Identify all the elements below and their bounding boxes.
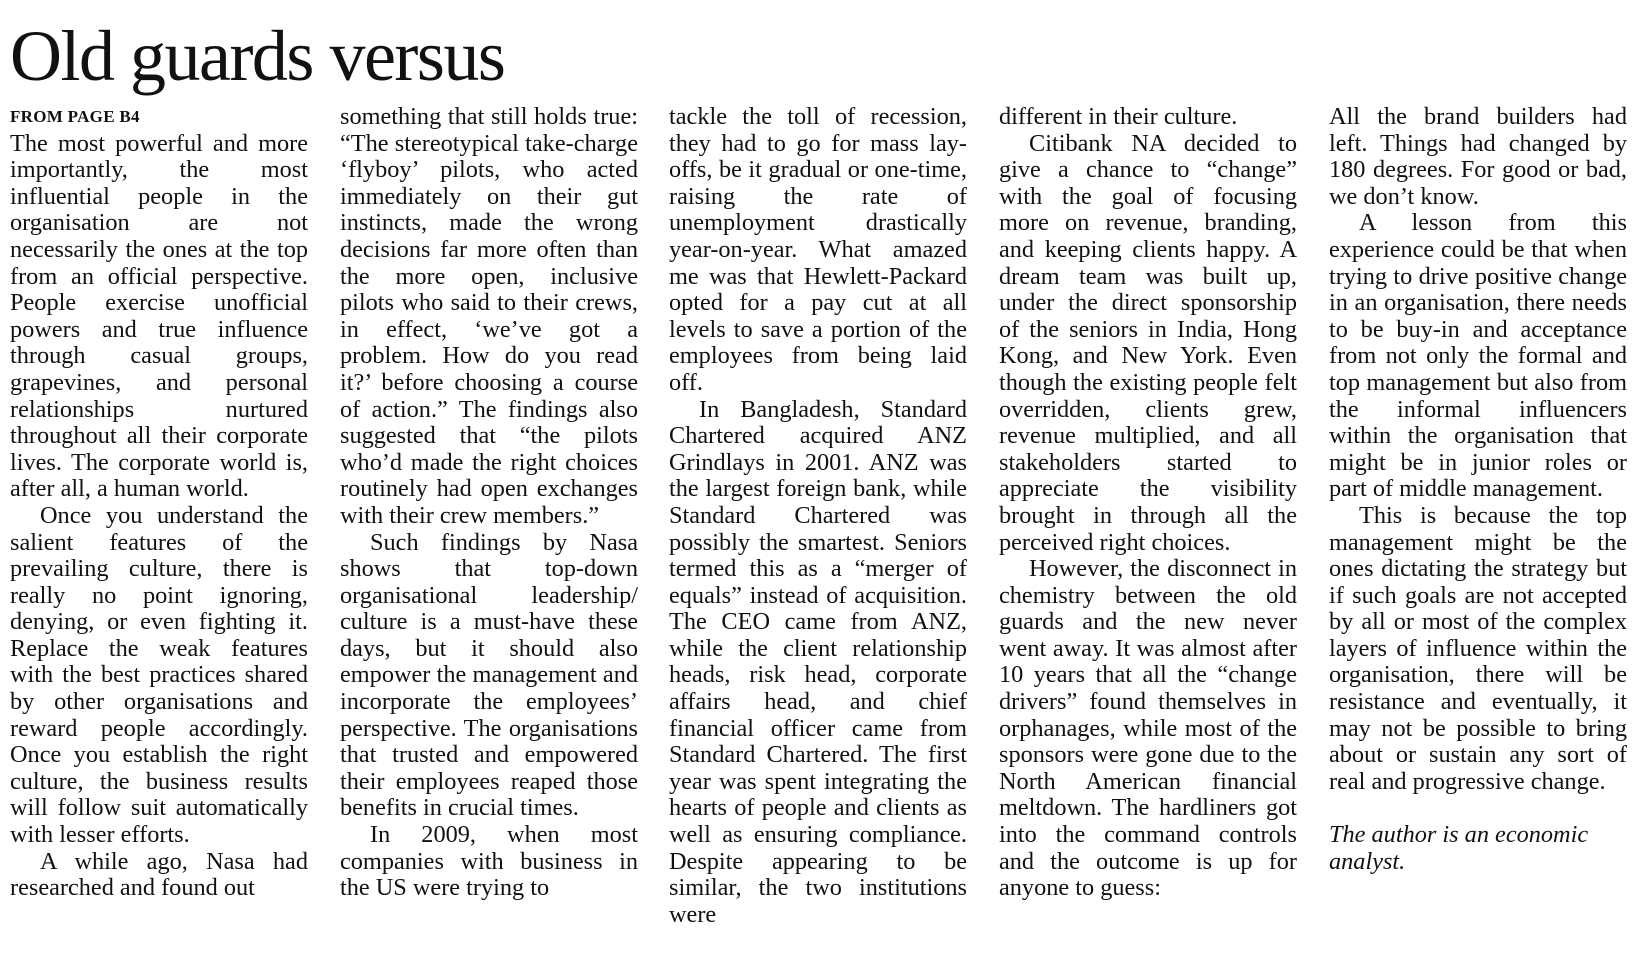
paragraph: However, the disconnect in chemistry between the old guards and the new never went away. It was almost after 10 years that all the “change drivers” found themselves in orphanages, while most of the sponsors were gone due to the North American financial meltdown. The hardliners got into the command controls and the outcome is up for anyone to guess: <box>999 555 1297 902</box>
headline: Old guards versus <box>10 16 505 96</box>
author-note: The author is an economic analyst. <box>1329 821 1589 875</box>
article-body <box>10 104 1627 954</box>
column-4 <box>999 104 1297 954</box>
column-2 <box>340 104 638 954</box>
paragraph: tackle the toll of recession, they had to go for mass lay-offs, be it gradual or one-time, raising the rate of unemployment drastically year-on-year. What amazed me was that Hewlett-Packard opted for a pay cut at all levels to save a portion of the employees from being laid off. <box>669 104 967 396</box>
paragraph: This is because the top management might be the ones dictating the strategy but if such goals are not accepted by all or most of the complex layers of influence within the organisation, there will be resistance and eventually, it may not be possible to bring about or sustain any sort of real and progressive change. <box>1329 501 1627 795</box>
continued-from-label: FROM PAGE B4 <box>10 107 140 126</box>
newspaper-page <box>10 0 1627 964</box>
paragraph: A while ago, Nasa had researched and found out <box>10 847 308 902</box>
paragraph: The most powerful and more importantly, the most influential people in the organisation are not necessarily the ones at the top from an official perspective. People exercise unofficial powers and true influence through casual groups, grapevines, and personal relationships nurtured throughout all their corporate lives. The corporate world is, after all, a human world. <box>10 129 308 503</box>
column-1 <box>10 104 308 954</box>
column-5 <box>1329 104 1627 954</box>
paragraph: Citibank NA decided to give a chance to “change” with the goal of focusing more on revenue, branding, and keeping clients happy. A dream team was built up, under the direct sponsorship of the seniors in India, Hong Kong, and New York. Even though the existing people felt overridden, clients grew, revenue multiplied, and all stakeholders started to appreciate the visibility brought in through all the perceived right choices. <box>999 129 1297 556</box>
paragraph: In 2009, when most companies with business in the US were trying to <box>340 821 638 902</box>
paragraph: A lesson from this experience could be that when trying to drive positive change in an organisation, there needs to be buy-in and acceptance from not only the formal and top management but also from the informal influencers within the organisation that might be in junior roles or part of middle management. <box>1329 209 1627 503</box>
paragraph: In Bangladesh, Standard Chartered acquired ANZ Grindlays in 2001. ANZ was the largest foreign bank, while Standard Chartered was possibly the smartest. Seniors termed this as a “merger of equals” instead of acquisition. The CEO came from ANZ, while the client relationship heads, risk head, corporate affairs head, and chief financial officer came from Standard Chartered. The first year was spent integrating the hearts of people and clients as well as ensuring compliance. Despite appearing to be similar, the two institutions were <box>669 395 967 928</box>
paragraph: Once you understand the salient features of the prevailing culture, there is really no point ignoring, denying, or even fighting it. Replace the weak features with the best practices shared by other organisations and reward people accordingly. Once you establish the right culture, the business results will follow suit automatically with lesser efforts. <box>10 501 308 849</box>
paragraph: different in their culture. <box>999 104 1238 130</box>
column-3 <box>669 104 967 954</box>
paragraph: All the brand builders had left. Things had changed by 180 degrees. For good or bad, we don’t know. <box>1329 104 1627 210</box>
paragraph: something that still holds true: “The stereotypical take-charge ‘flyboy’ pilots, who acted immediately on their gut instincts, made the wrong decisions far more often than the more open, inclusive pilots who said to their crews, in effect, ‘we’ve got a problem. How do you read it?’ before choosing a course of action.” The findings also suggested that “the pilots who’d made the right choices routinely had open exchanges with their crew members.” <box>340 104 638 529</box>
paragraph: Such findings by Nasa shows that top-down organisational leadership/ culture is a must-have these days, but it should also empower the management and incorporate the employees’ perspective. The organisations that trusted and empowered their employees reaped those benefits in crucial times. <box>340 528 638 822</box>
